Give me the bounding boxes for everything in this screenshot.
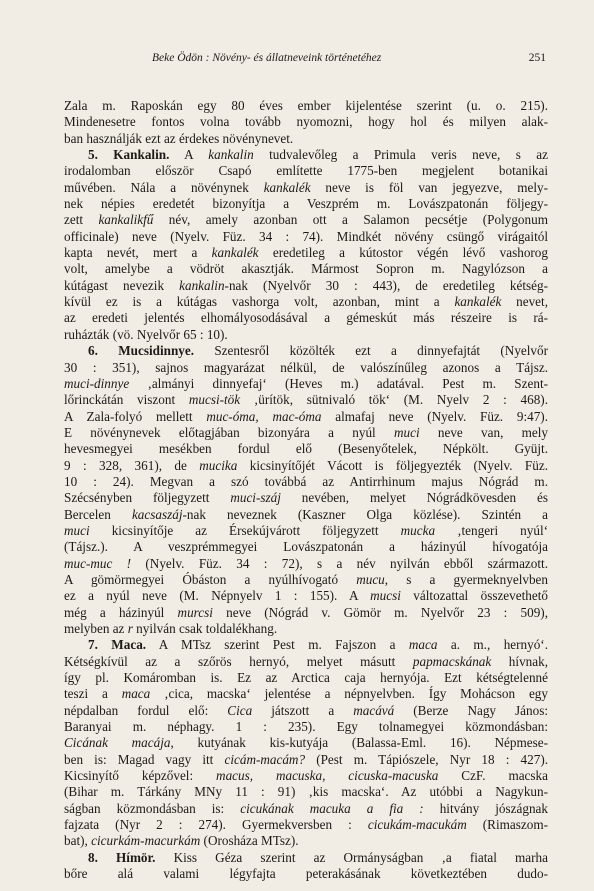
text-line: A Zala-folyó mellett muc-óma, mac-óma almafaj neve (Nyelv. Füz. 9:47). bbox=[64, 408, 548, 424]
text-line: nek népies eredetét bizonyítja a Veszprém m. Lovászpatonán följegy- bbox=[64, 196, 548, 212]
running-head bbox=[60, 52, 546, 68]
text-line: kútágast nevezik kankalin-nak (Nyelvőr 30 : 443), de eredetileg kétség- bbox=[64, 277, 548, 293]
text-line: népdalban fordul elő: Cica játszott a macává (Berze Nagy János: bbox=[64, 702, 548, 718]
text-line: E növénynevek előtagjában bizonyára a nyúl muci neve van, mely bbox=[64, 424, 548, 440]
text-line: 8. Hímör. Kiss Géza szerint az Ormányságban ‚a fiatal marha bbox=[88, 849, 548, 865]
text-line: az eredeti jelentés elhomályosodásával a gémeskút más részeire is rá- bbox=[64, 310, 548, 326]
text-line: Cicának macája, kutyának kis-kutyája (Balassa-Eml. 16). Népmese- bbox=[64, 735, 548, 751]
text-line: így pl. Komáromban is. Ez az Arctica caja hernyója. Ezt kétségtelenné bbox=[64, 670, 548, 686]
text-line: fajzata (Nyr 2 : 274). Gyermekversben : cicukám-macukám (Rimaszom- bbox=[64, 817, 548, 833]
running-title: Beke Ödön : Növény- és állatneveink történetéhez bbox=[152, 52, 382, 64]
text-line: muci kicsinyítője az Érsekújvárott följegyzett mucka ‚tengeri nyúl‘ bbox=[64, 522, 548, 538]
text-line: ruházták (vö. Nyelvőr 65 : 10). bbox=[64, 326, 228, 342]
text-line: Mindenesetre fontos volna tovább nyomozni, hogy hol és milyen alak- bbox=[64, 114, 548, 130]
text-line: kapta nevét, mert a kankalék eredetileg a kútostor végén lévő vashorog bbox=[64, 245, 548, 261]
text-line: A gömörmegyei Óbáston a nyúlhívogató mucu, s a gyermeknyelvben bbox=[64, 571, 548, 587]
text-line: ban használják ezt az érdekes növénynevet. bbox=[64, 130, 294, 146]
text-line: művében. Nála a növénynek kankalék neve is föl van jegyezve, mely- bbox=[64, 179, 548, 195]
text-line: bőre alá valami légyfajta peterakásának következtében dudo- bbox=[64, 866, 548, 882]
text-line: még a házinyúl murcsi neve (Nógrád v. Gömör m. Nyelvőr 23 : 509), bbox=[64, 604, 548, 620]
text-line: ben is: Magad vagy itt cicám-macám? (Pest m. Tápiószele, Nyr 18 : 427). bbox=[64, 751, 548, 767]
text-line: ez a nyúl neve (M. Népnyelv 1 : 155). A mucsi változattal összevethető bbox=[64, 588, 548, 604]
text-line: teszi a maca ‚cica, macska‘ jelentése a népnyelvben. Így Mohácson egy bbox=[64, 686, 548, 702]
text-line: lőrinckátán viszont mucsi-tök ‚ürítök, sütnivaló tök‘ (M. Nyelv 2 : 468). bbox=[64, 392, 548, 408]
text-line: Kétségkívül az a szőrös hernyó, melyet másutt papmacskának hívnak, bbox=[64, 653, 548, 669]
text-line: kívül ez is a kútágas vashorga volt, azonban, mint a kankalék nevet, bbox=[64, 294, 548, 310]
text-line: bat), cicurkám-macurkám (Orosháza MTsz). bbox=[64, 833, 299, 849]
text-line: Baranyai m. néphagy. 1 : 235). Egy tolnamegyei közmondásban: bbox=[64, 719, 548, 735]
text-line: officinale) neve (Nyelv. Füz. 34 : 74). Mindkét növény csüngő virágaitól bbox=[64, 228, 548, 244]
text-line: muc-muc ! (Nyelv. Füz. 34 : 72), s a név nyilván ebből származott. bbox=[64, 555, 548, 571]
text-line: ságban közmondásban is: cicukának macuka a fia : hitvány jószágnak bbox=[64, 800, 548, 816]
text-line: 30 : 351), sajnos magyarázat nélkül, de valószínűleg azonos a Tájsz. bbox=[64, 359, 548, 375]
text-line: Zala m. Raposkán egy 80 éves ember kijelentése szerint (u. o. 215). bbox=[64, 98, 548, 113]
text-line: Kicsinyítő képzővel: macus, macuska, cicuska-macuska CzF. macska bbox=[64, 768, 548, 784]
text-line: 9 : 328, 361), de mucika kicsinyítőjét Vácott is följegyezték (Nyelv. Füz. bbox=[64, 457, 548, 473]
text-line: melyben az r nyilván csak toldalékhang. bbox=[64, 621, 278, 636]
text-line: zett kankalikfű név, amely azonban ott a Salamon pecsétje (Polygonum bbox=[64, 212, 548, 228]
text-line: 5. Kankalin. A kankalin tudvalevőleg a Primula veris neve, s az bbox=[88, 147, 548, 163]
text-line: 10 : 24). Megvan a szó továbbá az Antirrhinum majus Nógrád m. bbox=[64, 473, 548, 489]
text-line: irodalomban először Csapó említette 1775-ben megjelent botanikai bbox=[64, 163, 548, 179]
text-line: Szécsényben följegyzett muci-száj nevében, melyet Nógrádkövesden és bbox=[64, 490, 548, 506]
text-line: 7. Maca. A MTsz szerint Pest m. Fajszon a maca a. m., hernyó‘. bbox=[88, 637, 548, 653]
text-line: hevesmegyei mesékben fordul elő (Besenyőtelek, Népkölt. Gyüjt. bbox=[64, 441, 548, 457]
text-line: Bercelen kacsaszáj-nak neveznek (Kaszner Olga közlése). Szintén a bbox=[64, 506, 548, 522]
page-number: 251 bbox=[528, 52, 546, 64]
text-line: 6. Mucsidinnye. Szentesről közölték ezt a dinnyefajtát (Nyelvőr bbox=[88, 343, 548, 359]
body-text bbox=[64, 98, 548, 883]
text-line: muci-dinnye ‚almányi dinnyefaj‘ (Heves m.) adatával. Pest m. Szent- bbox=[64, 375, 548, 391]
text-line: (Bihar m. Tárkány MNy 11 : 91) ‚kis macska‘. Az utóbbi a Nagykun- bbox=[64, 784, 548, 800]
text-line: volt, amelybe a vödröt akasztják. Mármost Sopron m. Nagylózson a bbox=[64, 261, 548, 277]
text-line: (Tájsz.). A veszprémmegyei Lovászpatonán a házinyúl hívogatója bbox=[64, 539, 548, 555]
